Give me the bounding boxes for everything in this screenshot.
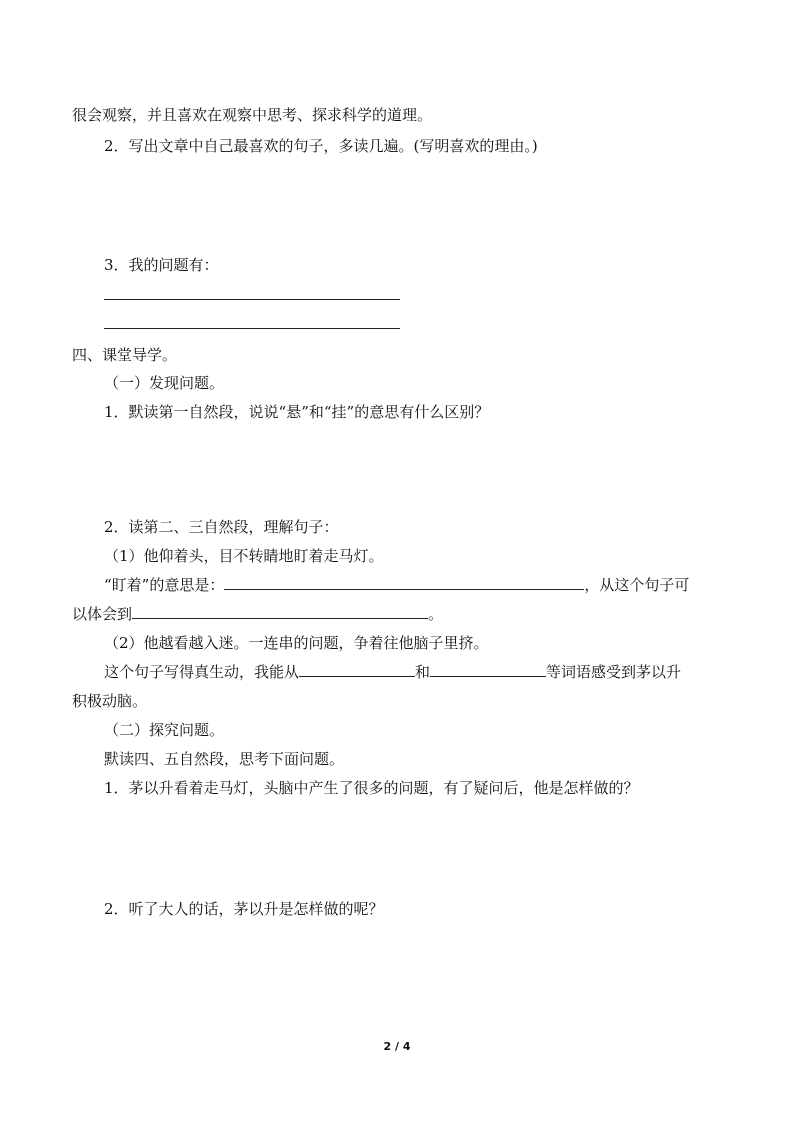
fill-words-prefix: 这个句子写得真生动，我能从 (104, 663, 300, 681)
question-my-questions: 3．我的问题有： (104, 256, 219, 274)
fill-meaning-suffix: ，从这个句子可 (584, 576, 690, 594)
subsection-explore: （二）探究问题。 (104, 721, 225, 739)
fill-meaning-prefix: “盯着”的意思是： (104, 576, 225, 594)
question-2: 2．读第二、三自然段，理解句子： (104, 518, 339, 536)
blank-word-2[interactable] (430, 662, 546, 677)
question-1: 1．默读第一自然段，说说“悬”和“挂”的意思有什么区别？ (104, 403, 490, 421)
blank-realize[interactable] (132, 604, 428, 619)
fill-realize-line (72, 604, 443, 624)
blank-word-1[interactable] (299, 662, 415, 677)
answer-line-2[interactable] (104, 328, 400, 329)
subsection-discover: （一）发现问题。 (104, 374, 225, 392)
sentence-1: （1）他仰着头，目不转睛地盯着走马灯。 (104, 547, 384, 565)
explore-question-2: 2．听了大人的话，茅以升是怎样做的呢？ (104, 900, 384, 918)
explore-intro: 默读四、五自然段，思考下面问题。 (104, 750, 345, 768)
fill-words-line (104, 662, 681, 682)
fill-words-suffix: 等词语感受到茅以升 (546, 663, 682, 681)
fill-words-continuation: 积极动脑。 (72, 692, 148, 710)
section-heading-classroom: 四、课堂导学。 (72, 346, 178, 364)
sentence-2: （2）他越看越入迷。一连串的问题，争着往他脑子里挤。 (104, 634, 489, 652)
explore-question-1: 1．茅以升看着走马灯，头脑中产生了很多的问题，有了疑问后，他是怎样做的？ (104, 779, 639, 797)
question-favorite-sentence: 2．写出文章中自己最喜欢的句子，多读几遍。(写明喜欢的理由。) (104, 137, 538, 155)
text-line-observation: 很会观察，并且喜欢在观察中思考、探求科学的道理。 (72, 106, 433, 124)
fill-realize-suffix: 。 (428, 605, 444, 623)
blank-meaning[interactable] (224, 575, 584, 590)
page-number: 2 / 4 (383, 1040, 411, 1053)
fill-words-and: 和 (415, 663, 431, 681)
fill-meaning-line (104, 575, 689, 595)
answer-line-1[interactable] (104, 299, 400, 300)
fill-realize-prefix: 以体会到 (72, 605, 133, 623)
